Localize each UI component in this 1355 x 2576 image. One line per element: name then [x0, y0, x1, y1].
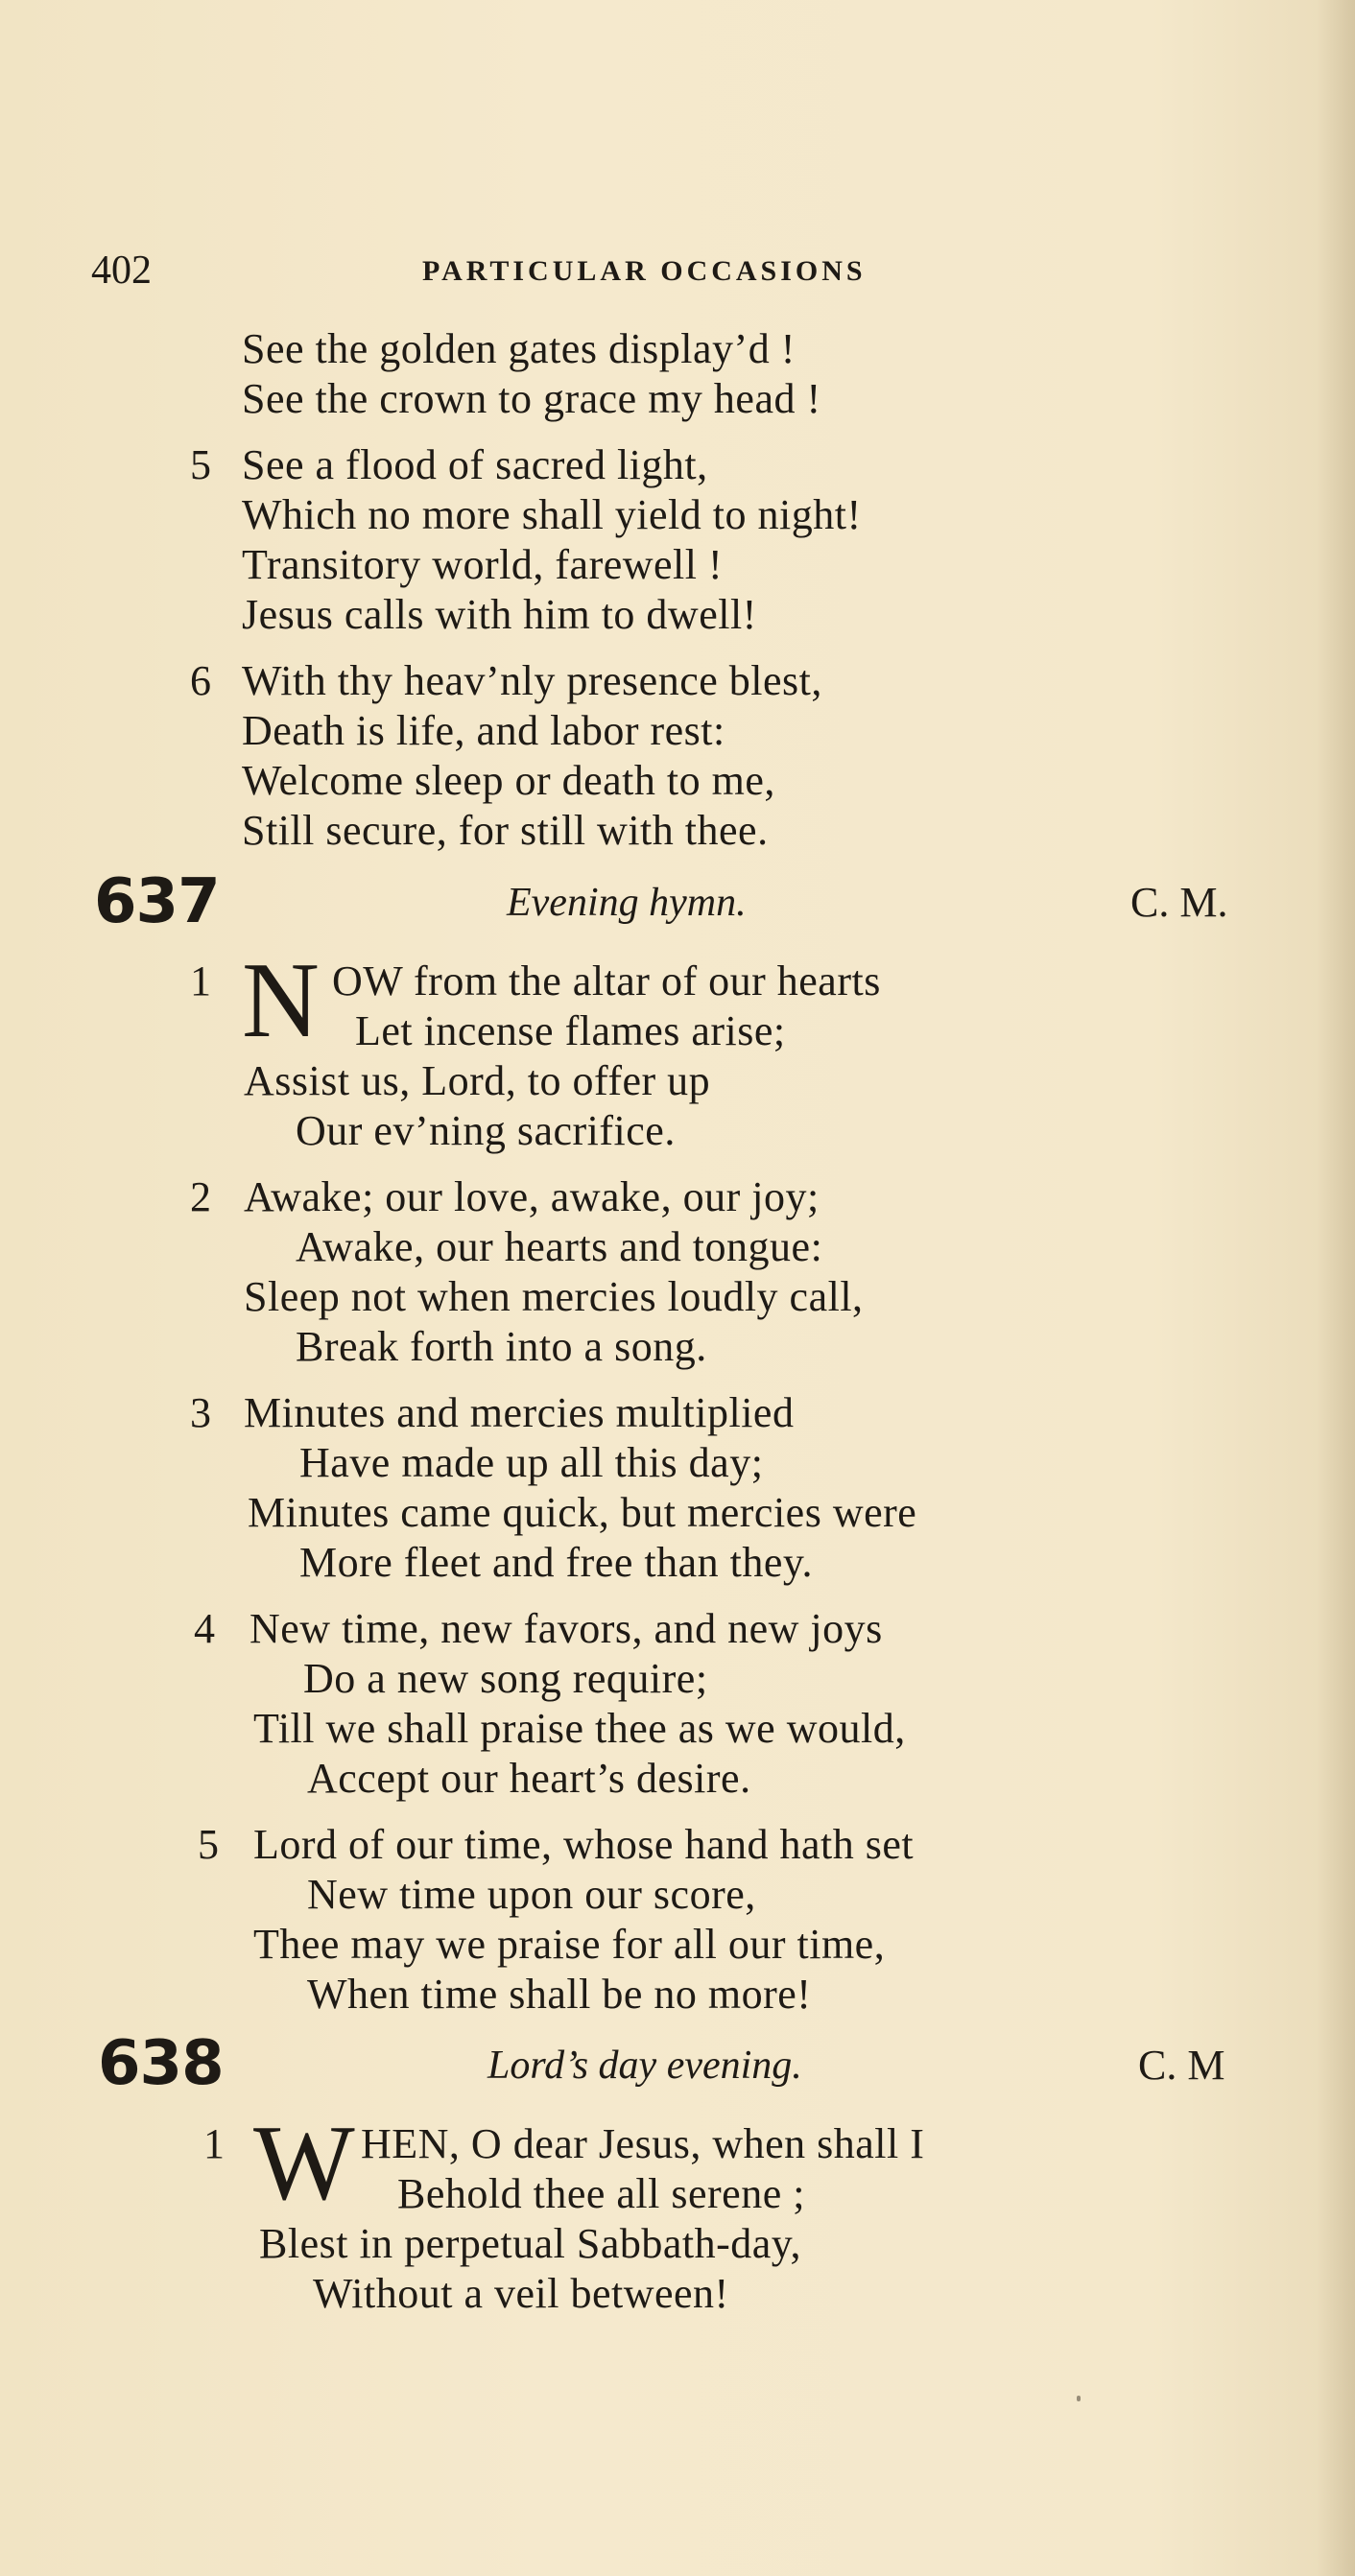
stanza-number: 1	[203, 2120, 225, 2167]
stanza-number: 5	[198, 1821, 219, 1868]
verse-line: OW from the altar of our hearts	[332, 957, 881, 1004]
verse-line: Thee may we praise for all our time,	[253, 1921, 886, 1968]
verse-line: More fleet and free than they.	[299, 1539, 814, 1586]
verse-line: Behold thee all serene ;	[397, 2170, 805, 2217]
running-title: PARTICULAR OCCASIONS	[422, 255, 867, 287]
hymn-number: 637	[94, 866, 220, 937]
verse-line: Awake, our hearts and tongue:	[296, 1223, 823, 1270]
verse-line: Assist us, Lord, to offer up	[244, 1057, 711, 1104]
verse-line: Sleep not when mercies loudly call,	[244, 1273, 864, 1320]
verse-line: See the crown to grace my head !	[242, 375, 821, 422]
ink-speck	[1077, 2396, 1081, 2401]
verse-line: Which no more shall yield to night!	[242, 491, 862, 538]
stanza-number: 6	[190, 657, 211, 704]
verse-line: Let incense flames arise;	[355, 1007, 786, 1054]
drop-cap: N	[242, 941, 320, 1060]
verse-line: Jesus calls with him to dwell!	[242, 591, 757, 638]
verse-line: HEN, O dear Jesus, when shall I	[361, 2120, 925, 2167]
hymn-number: 638	[98, 2028, 224, 2099]
verse-line: Welcome sleep or death to me,	[242, 757, 775, 804]
verse-line: Minutes and mercies multiplied	[244, 1389, 795, 1436]
drop-cap: W	[253, 2104, 355, 2223]
verse-line: Break forth into a song.	[296, 1323, 707, 1370]
hymn-title: Lord’s day evening.	[487, 2044, 802, 2088]
verse-line: Death is life, and labor rest:	[242, 707, 725, 754]
verse-line: Lord of our time, whose hand hath set	[253, 1821, 915, 1868]
verse-line: Accept our heart’s desire.	[307, 1755, 751, 1802]
verse-line: Do a new song require;	[303, 1655, 708, 1702]
stanza-number: 1	[190, 957, 211, 1004]
verse-line: New time upon our score,	[307, 1871, 756, 1918]
verse-line: Minutes came quick, but mercies were	[248, 1489, 917, 1536]
verse-line: See the golden gates display’d !	[242, 325, 796, 372]
hymn-meter: C. M	[1138, 2042, 1225, 2089]
verse-line: Our ev’ning sacrifice.	[296, 1107, 676, 1154]
stanza-number: 4	[194, 1605, 215, 1652]
verse-line: When time shall be no more!	[307, 1971, 812, 2018]
stanza-number: 5	[190, 441, 211, 488]
page-edge-shadow	[1317, 0, 1355, 2576]
stanza-number: 2	[190, 1173, 211, 1220]
verse-line: Without a veil between!	[313, 2270, 729, 2317]
hymn-title: Evening hymn.	[507, 881, 747, 925]
verse-line: Awake; our love, awake, our joy;	[244, 1173, 820, 1220]
verse-line: See a flood of sacred light,	[242, 441, 708, 488]
verse-line: Blest in perpetual Sabbath-day,	[259, 2220, 801, 2267]
verse-line: Have made up all this day;	[299, 1439, 764, 1486]
hymn-meter: C. M.	[1130, 879, 1228, 926]
stanza-number: 3	[190, 1389, 211, 1436]
verse-line: New time, new favors, and new joys	[250, 1605, 883, 1652]
verse-line: With thy heav’nly presence blest,	[242, 657, 822, 704]
verse-line: Transitory world, farewell !	[242, 541, 724, 588]
verse-line: Till we shall praise thee as we would,	[253, 1705, 906, 1752]
page-number: 402	[91, 248, 152, 293]
verse-line: Still secure, for still with thee.	[242, 807, 769, 854]
